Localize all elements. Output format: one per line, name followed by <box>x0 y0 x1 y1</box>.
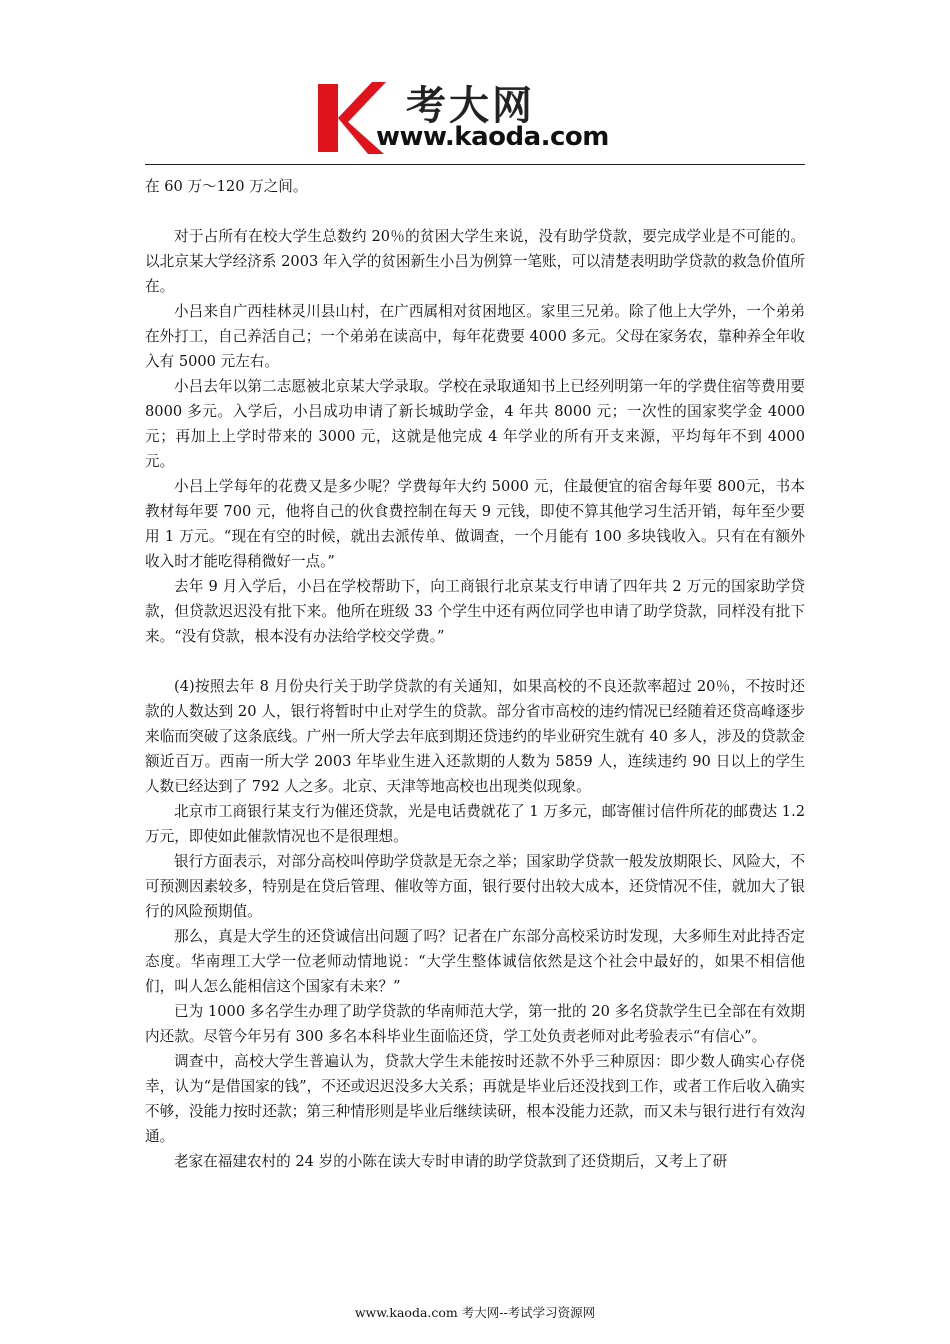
logo-chinese-name: 考大网 <box>406 83 535 129</box>
paragraph: 那么，真是大学生的还贷诚信出问题了吗？记者在广东部分高校采访时发现，大多师生对此持否定态度。华南理工大学一位老师动情地说：“大学生整体诚信依然是这个社会中最好的，如果不相信他们，叫人怎么能相信这个国家有未来？” <box>145 928 805 995</box>
paragraph: 调查中，高校大学生普遍认为，贷款大学生未能按时还款不外乎三种原因：即少数人确实心存侥幸，认为“是借国家的钱”，不还或迟迟没多大关系；再就是毕业后还没找到工作，或者工作后收入确实不够，没能力按时还款；第三种情形则是毕业后继续读研，根本没能力还款，而又未与银行进行有效沟通。 <box>145 1053 805 1145</box>
paragraph-continuation: 在 60 万～120 万之间。 <box>145 178 308 195</box>
paragraph: 北京市工商银行某支行为催还贷款，光是电话费就花了 1 万多元，邮寄催讨信件所花的邮费达 1.2 万元，即使如此催款情况也不是很理想。 <box>145 803 805 845</box>
logo-url: www.kaoda.com <box>376 122 609 152</box>
paragraph: 对于占所有在校大学生总数约 20％的贫困大学生来说，没有助学贷款，要完成学业是不可能的。以北京某大学经济系 2003 年入学的贫困新生小吕为例算一笔账，可以清楚表明助学贷款的救急价值所在。 <box>145 228 805 295</box>
paragraph: 去年 9 月入学后，小吕在学校帮助下，向工商银行北京某支行申请了四年共 2 万元的国家助学贷款，但贷款迟迟没有批下来。他所在班级 33 个学生中还有两位同学也申请了助学贷款，同样没有批下来。“没有贷款，根本没有办法给学校交学费。” <box>145 578 805 645</box>
page-footer: www.kaoda.com 考大网--考试学习资源网 <box>354 1305 596 1320</box>
paragraph: (4)按照去年 8 月份央行关于助学贷款的有关通知，如果高校的不良还款率超过 20％，不按时还款的人数达到 20 人，银行将暂时中止对学生的贷款。部分省市高校的违约情况已经随着还贷高峰逐步来临而突破了这条底线。广州一所大学去年底到期还贷违约的毕业研究生就有 40 多人，涉及的贷款金额近百万。西南一所大学 2003 年毕业生进入还款期的人数为 5859 人，连续违约 90 日以上的学生人数已经达到了 792 人之多。北京、天津等地高校也出现类似现象。 <box>145 678 805 795</box>
paragraph: 小吕来自广西桂林灵川县山村，在广西属相对贫困地区。家里三兄弟。除了他上大学外，一个弟弟在外打工，自己养活自己；一个弟弟在读高中，每年花费要 4000 多元。父母在家务农，靠种养全年收入有 5000 元左右。 <box>145 303 805 370</box>
header-divider <box>145 164 805 165</box>
paragraph-gap <box>145 649 805 674</box>
paragraph: 小吕上学每年的花费又是多少呢？学费每年大约 5000 元，住最便宜的宿舍每年要 800元，书本教材每年要 700 元，他将自己的伙食费控制在每天 9 元钱，即使不算其他学习生活开销，每年至少要用 1 万元。“现在有空的时候，就出去派传单、做调查，一个月能有 100 多块钱收入。只有在有额外收入时才能吃得稍微好一点。” <box>145 478 805 570</box>
kaoda-logo <box>314 78 644 158</box>
paragraph: 老家在福建农村的 24 岁的小陈在读大专时申请的助学贷款到了还贷期后，又考上了研 <box>174 1153 728 1170</box>
paragraph: 小吕去年以第二志愿被北京某大学录取。学校在录取通知书上已经列明第一年的学费住宿等费用要 8000 多元。入学后，小吕成功申请了新长城助学金，4 年共 8000 元；一次性的国家奖学金 4000 元；再加上上学时带来的 3000 元，这就是他完成 4 年学业的所有开支来源，平均每年不到 4000 元。 <box>145 378 805 470</box>
paragraph: 已为 1000 多名学生办理了助学贷款的华南师范大学，第一批的 20 多名贷款学生已全部在有效期内还款。尽管今年另有 300 多名本科毕业生面临还贷，学工处负责老师对此考验表示“有信心”。 <box>145 1003 805 1045</box>
paragraph: 银行方面表示，对部分高校叫停助学贷款是无奈之举；国家助学贷款一般发放期限长、风险大，不可预测因素较多，特别是在贷后管理、催收等方面，银行要付出较大成本，还贷情况不佳，就加大了银行的风险预期值。 <box>145 853 805 920</box>
paragraph-gap <box>145 199 805 224</box>
article-body <box>145 174 805 1174</box>
